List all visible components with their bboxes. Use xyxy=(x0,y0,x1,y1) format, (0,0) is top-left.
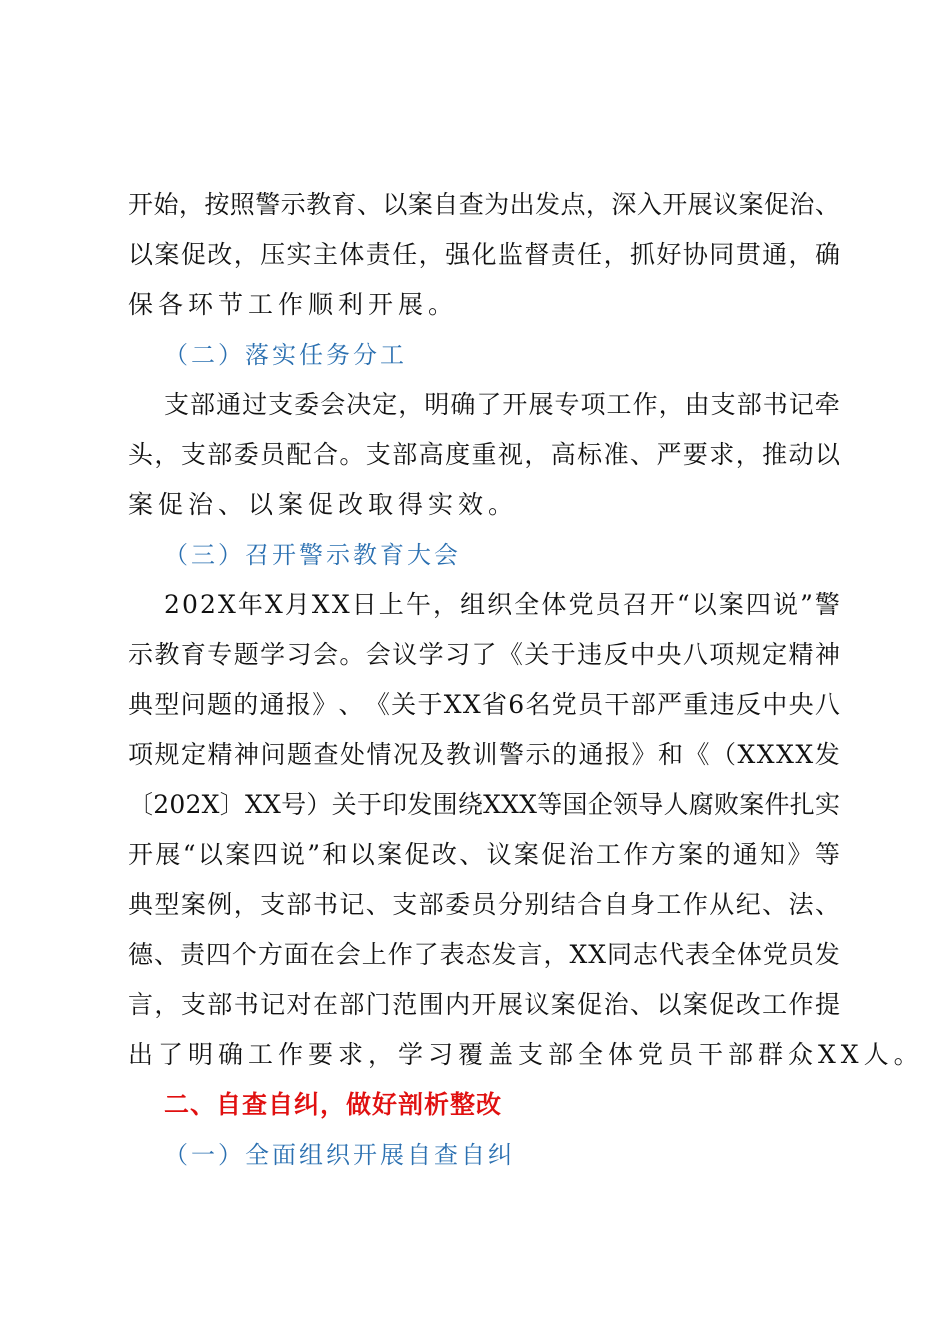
document-body xyxy=(128,180,924,1180)
subheading-task-division: （二）落实任务分工 xyxy=(164,341,407,369)
paragraph-line: 言 ， 支 部 书 记 对 在 部 门 范 围 内 开 展 议 案 促 治 、 以 案 促 改 工 作 提 xyxy=(128,990,840,1019)
paragraph-line: 〔 2 0 2 X 〕 X X 号 ） 关 于 印 发 围 绕 X X X 等 国 企 领 导 人 腐 败 案 件 扎 实 xyxy=(128,790,840,819)
subheading-self-inspection: （一）全面组织开展自查自纠 xyxy=(164,1141,515,1169)
paragraph-line: 以 案 促 改 ， 压 实 主 体 责 任 ， 强 化 监 督 责 任 ， 抓 好 协 同 贯 通 ， 确 xyxy=(128,240,840,269)
paragraph-line: 德 、 责 四 个 方 面 在 会 上 作 了 表 态 发 言 ， X X 同 志 代 表 全 体 党 员 发 xyxy=(128,940,840,969)
paragraph-line: 项 规 定 精 神 问 题 查 处 情 况 及 教 训 警 示 的 通 报 》 和 《 （ X X X X 发 xyxy=(128,740,840,769)
paragraph-line: 案促治、以案促改取得实效。 xyxy=(128,490,519,519)
paragraph-line: 出了明确工作要求，学习覆盖支部全体党员干部群众XX人。 xyxy=(128,1040,924,1069)
paragraph-line: 开 始 ， 按 照 警 示 教 育 、 以 案 自 查 为 出 发 点 ， 深 入 开 展 议 案 促 治 、 xyxy=(128,190,840,219)
section-heading-self-inspection: 二、自查自纠，做好剖析整改 xyxy=(164,1090,503,1119)
subheading-warning-meeting: （三）召开警示教育大会 xyxy=(164,541,461,569)
paragraph-line: 保各环节工作顺利开展。 xyxy=(128,290,459,319)
paragraph-line: 示 教 育 专 题 学 习 会 。 会 议 学 习 了 《 关 于 违 反 中 央 八 项 规 定 精 神 xyxy=(128,640,840,669)
paragraph-line: 支 部 通 过 支 委 会 决 定 ， 明 确 了 开 展 专 项 工 作 ， 由 支 部 书 记 牵 xyxy=(164,390,840,419)
paragraph-line: 头 ， 支 部 委 员 配 合 。 支 部 高 度 重 视 ， 高 标 准 、 严 要 求 ， 推 动 以 xyxy=(128,440,840,469)
paragraph-line: 开 展 “ 以 案 四 说 ” 和 以 案 促 改 、 议 案 促 治 工 作 方 案 的 通 知 》 等 xyxy=(128,840,840,869)
paragraph-line: 典 型 问 题 的 通 报 》 、 《 关 于 X X 省 6 名 党 员 干 部 严 重 违 反 中 央 八 xyxy=(128,690,840,719)
paragraph-line: 2 0 2 X 年 X 月 X X 日 上 午 ， 组 织 全 体 党 员 召 开 “ 以 案 四 说 ” 警 xyxy=(164,590,840,619)
paragraph-line: 典 型 案 例 ， 支 部 书 记 、 支 部 委 员 分 别 结 合 自 身 工 作 从 纪 、 法 、 xyxy=(128,890,840,919)
